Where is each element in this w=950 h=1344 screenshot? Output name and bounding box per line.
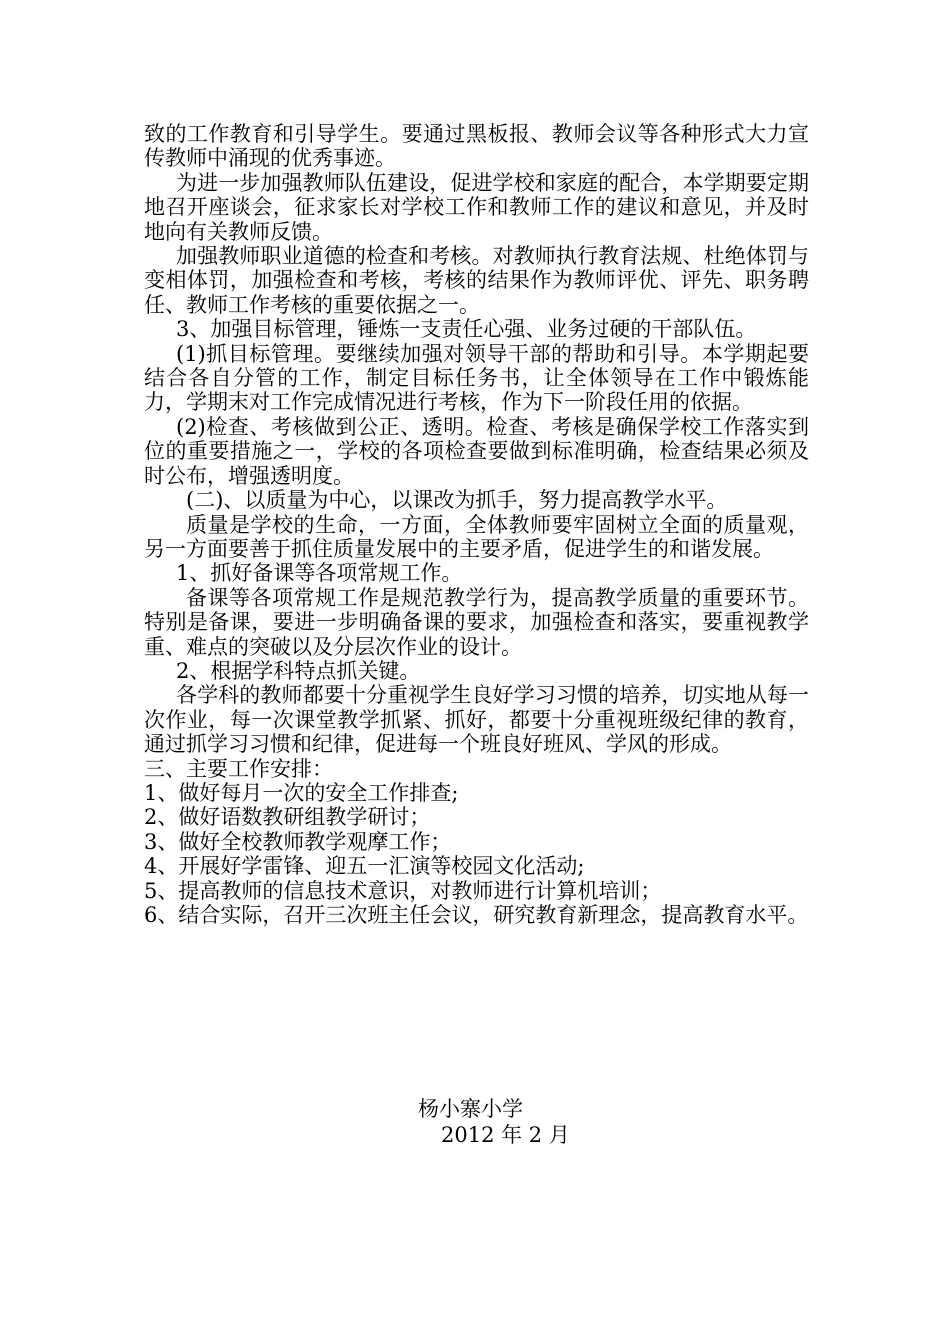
list-item-4: 4、开展好学雷锋、迎五一汇演等校园文化活动; (144, 854, 585, 879)
document-body (144, 122, 809, 927)
paragraph-10: 备课等各项常规工作是规范教学行为，提高教学质量的重要环节。特别是备课，要进一步明确备课的要求，加强检查和落实，要重视教学重、难点的突破以及分层次作业的设计。 (144, 585, 809, 659)
paragraph-7: (二)、以质量为中心，以课改为抓手，努力提高教学水平。 (186, 488, 728, 513)
paragraph-6: (2)检查、考核做到公正、透明。检查、考核是确保学校工作落实到位的重要措施之一，学校的各项检查要做到标准明确，检查结果必须及时公布，增强透明度。 (144, 414, 809, 488)
list-item-5: 5、提高教师的信息技术意识，对教师进行计算机培训； (144, 878, 662, 903)
paragraph-3: 加强教师职业道德的检查和考核。对教师执行教育法规、杜绝体罚与变相体罚，加强检查和考核，考核的结果作为教师评优、评先、职务聘任、教师工作考核的重要依据之一。 (144, 244, 809, 317)
list-item-3: 3、做好全校教师教学观摩工作； (144, 829, 452, 854)
paragraph-5: (1)抓目标管理。要继续加强对领导干部的帮助和引导。本学期起要结合各自分管的工作，制定目标任务书，让全体领导在工作中锻炼能力，学期末对工作完成情况进行考核，作为下一阶段任用的依据。 (144, 341, 809, 415)
paragraph-4: 3、加强目标管理，锤炼一支责任心强、业务过硬的干部队伍。 (176, 317, 757, 342)
list-item-1: 1、做好每月一次的安全工作排查; (144, 780, 459, 805)
paragraph-12: 各学科的教师都要十分重视学生良好学习习惯的培养，切实地从每一次作业，每一次课堂教学抓紧、抓好，都要十分重视班级纪律的教育，通过抓学习习惯和纪律，促进每一个班良好班风、学风的形成。 (144, 683, 809, 757)
section-heading: 三、主要工作安排： (144, 756, 333, 781)
paragraph-2: 为进一步加强教师队伍建设，促进学校和家庭的配合，本学期要定期地召开座谈会，征求家长对学校工作和教师工作的建议和意见，并及时地向有关教师反馈。 (144, 170, 809, 244)
signature-date: 2012 年 2 月 (441, 1123, 570, 1147)
signature-school: 杨小寨小学 (418, 1097, 523, 1121)
paragraph-8: 质量是学校的生命，一方面，全体教师要牢固树立全面的质量观，另一方面要善于抓住质量发展中的主要矛盾，促进学生的和谐发展。 (144, 512, 809, 561)
list-item-6: 6、结合实际，召开三次班主任会议，研究教育新理念，提高教育水平。 (144, 903, 809, 927)
paragraph-1: 致的工作教育和引导学生。要通过黑板报、教师会议等各种形式大力宣传教师中涌现的优秀事迹。 (144, 122, 809, 171)
list-item-2: 2、做好语数教研组教学研讨； (144, 805, 431, 830)
paragraph-11: 2、根据学科特点抓关键。 (176, 658, 421, 683)
paragraph-9: 1、抓好备课等各项常规工作。 (176, 561, 463, 586)
